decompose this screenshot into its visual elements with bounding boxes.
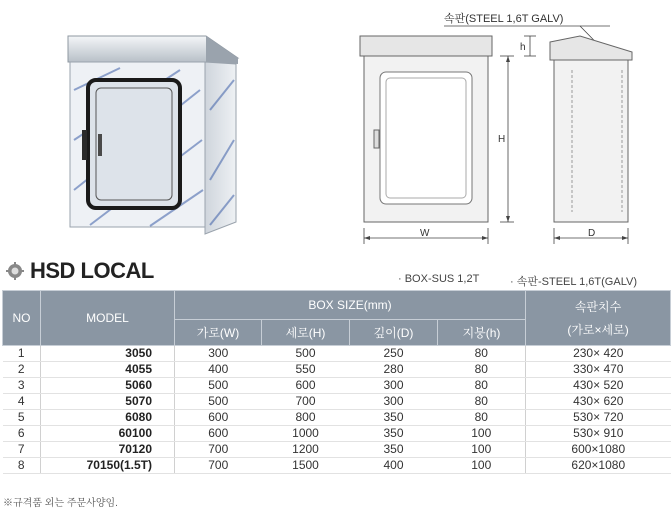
row-depth: 350 <box>350 442 438 458</box>
row-width: 500 <box>175 378 262 394</box>
row-plate: 230× 420 <box>526 346 671 362</box>
row-model: 70150(1.5T) <box>41 458 175 474</box>
row-no: 1 <box>3 346 41 362</box>
row-width: 600 <box>175 426 262 442</box>
row-height: 1200 <box>262 442 350 458</box>
row-no: 4 <box>3 394 41 410</box>
plate-callout-label: 속판(STEEL 1,6T GALV) <box>444 13 564 25</box>
row-model: 60100 <box>41 426 175 442</box>
table-row <box>3 442 671 458</box>
section-title: HSD LOCAL <box>30 258 154 283</box>
row-plate: 530× 910 <box>526 426 671 442</box>
row-height: 800 <box>262 410 350 426</box>
row-model: 5060 <box>41 378 175 394</box>
row-height: 500 <box>262 346 350 362</box>
header-plate <box>526 291 671 346</box>
row-plate: 530× 720 <box>526 410 671 426</box>
row-no: 7 <box>3 442 41 458</box>
row-plate: 620×1080 <box>526 458 671 474</box>
box-material-note: · BOX-SUS 1,2T <box>398 273 480 285</box>
row-no: 5 <box>3 410 41 426</box>
row-width: 500 <box>175 394 262 410</box>
row-no: 2 <box>3 362 41 378</box>
row-model: 3050 <box>41 346 175 362</box>
dim-w-label: W <box>420 228 430 239</box>
row-width: 400 <box>175 362 262 378</box>
row-height: 700 <box>262 394 350 410</box>
row-width: 600 <box>175 410 262 426</box>
dim-H-label: H <box>498 134 506 145</box>
row-roof: 100 <box>438 458 526 474</box>
row-width: 700 <box>175 458 262 474</box>
table-row <box>3 394 671 410</box>
spec-table <box>2 290 671 474</box>
header-roof: 지붕(h) <box>438 320 526 346</box>
enclosure-photo <box>60 30 245 240</box>
row-height: 1000 <box>262 426 350 442</box>
row-model: 5070 <box>41 394 175 410</box>
row-depth: 280 <box>350 362 438 378</box>
header-box-size: BOX SIZE(mm) <box>175 291 526 320</box>
row-roof: 80 <box>438 362 526 378</box>
gear-bullet-icon <box>6 262 24 280</box>
row-model: 70120 <box>41 442 175 458</box>
front-view <box>360 36 492 222</box>
row-no: 8 <box>3 458 41 474</box>
row-plate: 430× 520 <box>526 378 671 394</box>
row-depth: 350 <box>350 426 438 442</box>
header-plate-label: 속판치수 <box>574 300 622 314</box>
table-row <box>3 426 671 442</box>
row-roof: 80 <box>438 378 526 394</box>
header-width: 가로(W) <box>175 320 262 346</box>
dim-h-label: h <box>520 42 526 53</box>
header-plate-sub: (가로×세로) <box>567 323 629 337</box>
table-row <box>3 346 671 362</box>
row-roof: 100 <box>438 426 526 442</box>
table-row <box>3 458 671 474</box>
header-no: NO <box>3 291 41 346</box>
footnote: ※규격품 외는 주문사양임. <box>3 498 118 509</box>
row-plate: 430× 620 <box>526 394 671 410</box>
row-height: 550 <box>262 362 350 378</box>
row-model: 6080 <box>41 410 175 426</box>
dim-d-label: D <box>588 228 596 239</box>
row-roof: 80 <box>438 410 526 426</box>
row-width: 300 <box>175 346 262 362</box>
header-height: 세로(H) <box>262 320 350 346</box>
row-no: 6 <box>3 426 41 442</box>
row-height: 600 <box>262 378 350 394</box>
table-row <box>3 378 671 394</box>
row-roof: 80 <box>438 346 526 362</box>
side-view <box>550 36 632 222</box>
row-roof: 80 <box>438 394 526 410</box>
section-heading <box>6 258 154 284</box>
row-depth: 400 <box>350 458 438 474</box>
row-height: 1500 <box>262 458 350 474</box>
table-row <box>3 410 671 426</box>
header-depth: 깊이(D) <box>350 320 438 346</box>
row-model: 4055 <box>41 362 175 378</box>
plate-material-note: · 속판-STEEL 1,6T(GALV) <box>510 276 637 288</box>
row-no: 3 <box>3 378 41 394</box>
row-depth: 300 <box>350 394 438 410</box>
row-width: 700 <box>175 442 262 458</box>
row-depth: 300 <box>350 378 438 394</box>
row-depth: 250 <box>350 346 438 362</box>
row-plate: 330× 470 <box>526 362 671 378</box>
row-plate: 600×1080 <box>526 442 671 458</box>
header-model: MODEL <box>41 291 175 346</box>
row-roof: 100 <box>438 442 526 458</box>
row-depth: 350 <box>350 410 438 426</box>
dimension-drawings <box>350 0 672 255</box>
table-row <box>3 362 671 378</box>
